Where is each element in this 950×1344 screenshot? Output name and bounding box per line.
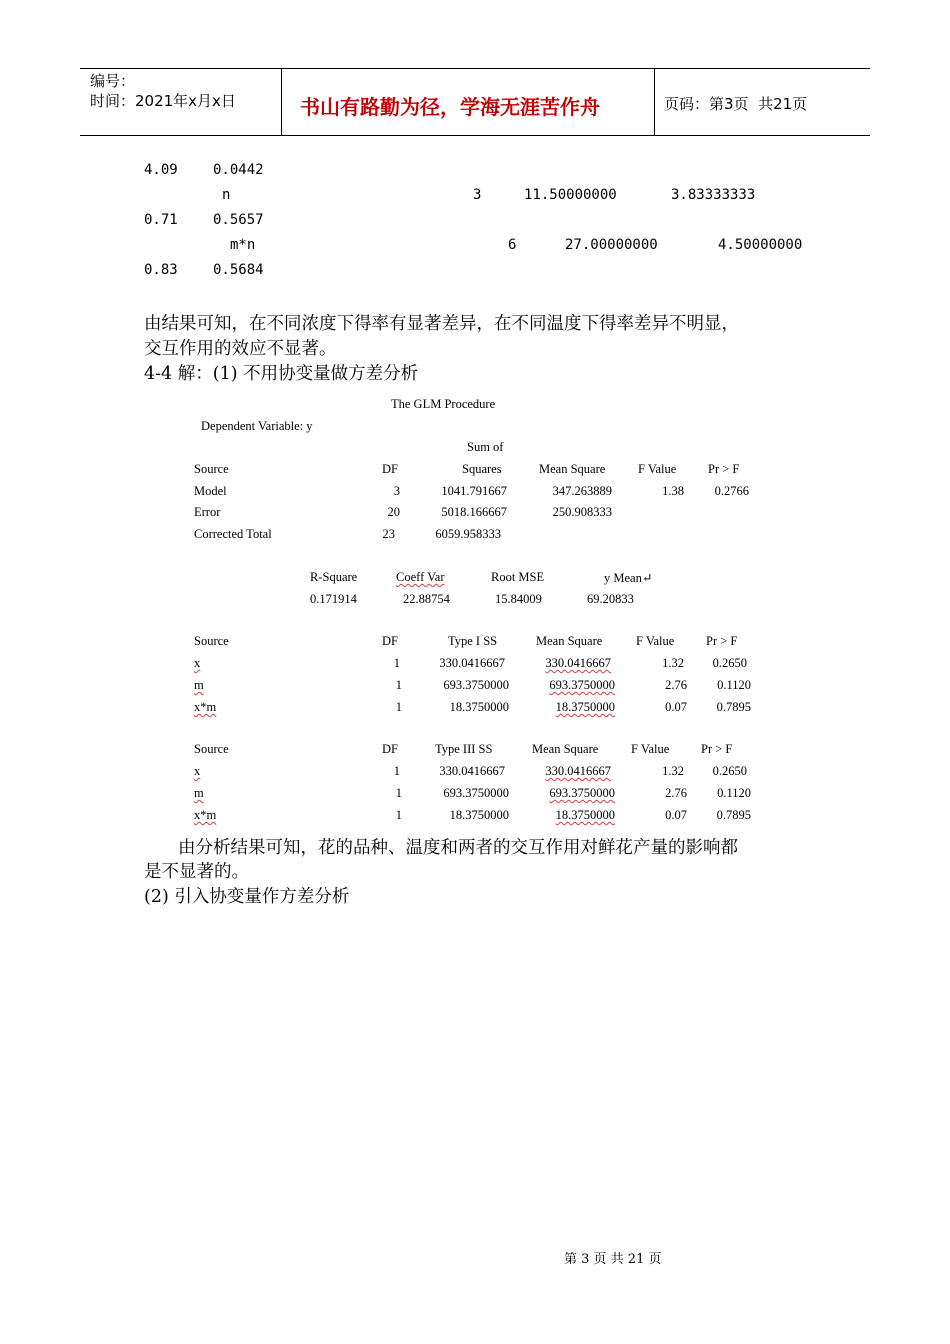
fit-value-mean: 69.20833 — [587, 592, 634, 606]
cell-p: 0.7895 — [716, 700, 751, 714]
cell-source: x — [194, 656, 201, 670]
cell-source: Model — [194, 484, 227, 498]
fit-header-rsq: R-Square — [310, 570, 358, 584]
col-header-p: Pr > F — [706, 634, 738, 648]
cell-ss: 18.3750000 — [449, 700, 509, 714]
cell-ss: 18.3750000 — [449, 808, 509, 822]
fit-header-cv: Coeff Var — [396, 570, 445, 584]
cell-source: x*m — [194, 808, 217, 822]
col-header-df: DF — [382, 634, 398, 648]
conclusion-2-line-2: 是不显著的。 — [144, 862, 249, 882]
fit-value-cv: 22.88754 — [403, 592, 450, 606]
header-bottom-rule — [80, 135, 870, 136]
cell-f: 0.07 — [665, 808, 687, 822]
sas-ms: 4.50000000 — [718, 237, 803, 253]
sas-ms: 3.83333333 — [671, 187, 756, 203]
sas-value: 4.09 — [144, 162, 178, 178]
header-motto: 书山有路勤为径，学海无涯苦作舟 — [300, 95, 600, 119]
cell-df: 1 — [393, 656, 400, 670]
cell-source: x — [194, 764, 201, 778]
sas-value: 0.83 — [144, 262, 178, 278]
cell-p: 0.2766 — [714, 484, 749, 498]
glm-dependent-variable: Dependent Variable: y — [201, 419, 313, 433]
col-header-source: Source — [194, 634, 229, 648]
cell-ms: 347.263889 — [552, 484, 612, 498]
col-header-ss: Squares — [462, 462, 502, 476]
cell-source: Error — [194, 505, 221, 519]
cell-source: m — [194, 786, 204, 800]
cell-ms: 250.908333 — [552, 505, 612, 519]
cell-ss: 330.0416667 — [439, 764, 505, 778]
cell-p: 0.1120 — [717, 786, 751, 800]
col-header-f: F Value — [631, 742, 670, 756]
cell-df: 1 — [395, 786, 402, 800]
conclusion-2-line-1: 由分析结果可知，花的品种、温度和两者的交互作用对鲜花产量的影响都 — [178, 838, 738, 858]
sas-ss: 11.50000000 — [524, 187, 617, 203]
cell-ss: 693.3750000 — [443, 786, 509, 800]
cell-source: m — [194, 678, 204, 692]
cell-p: 0.7895 — [716, 808, 751, 822]
fit-value-rmse: 15.84009 — [495, 592, 542, 606]
cell-ss: 693.3750000 — [443, 678, 509, 692]
sas-df: 6 — [508, 237, 517, 253]
sas-ss: 27.00000000 — [565, 237, 658, 253]
sas-value: 0.5657 — [213, 212, 264, 228]
fit-value-rsq: 0.171914 — [310, 592, 357, 606]
cell-df: 3 — [393, 484, 400, 498]
sas-value: 0.5684 — [213, 262, 264, 278]
header-top-rule — [80, 68, 870, 69]
col-header-ms: Mean Square — [539, 462, 606, 476]
cell-f: 1.32 — [662, 656, 684, 670]
cell-ms: 693.3750000 — [549, 786, 615, 800]
col-header-ss: Type I SS — [448, 634, 498, 648]
section-heading-4-4: 4-4 解：(1) 不用协变量做方差分析 — [144, 364, 419, 384]
cell-ss: 5018.166667 — [441, 505, 507, 519]
cell-ms: 18.3750000 — [555, 700, 615, 714]
header-divider-left — [281, 68, 282, 136]
cell-source: Corrected Total — [194, 527, 272, 541]
conclusion-1-line-1: 由结果可知，在不同浓度下得率有显著差异，在不同温度下得率差异不明显， — [144, 314, 739, 334]
col-header-ss: Type III SS — [435, 742, 493, 756]
glm-title: The GLM Procedure — [391, 397, 496, 411]
section-heading-2: (2) 引入协变量作方差分析 — [144, 887, 350, 907]
sas-value: 0.0442 — [213, 162, 264, 178]
cell-ss: 6059.958333 — [435, 527, 501, 541]
col-header-ms: Mean Square — [532, 742, 599, 756]
sas-source: m*n — [230, 237, 256, 253]
fit-header-rmse: Root MSE — [491, 570, 545, 584]
cell-df: 1 — [393, 764, 400, 778]
sas-value: 0.71 — [144, 212, 178, 228]
header-page-info: 页码：第3页 共21页 — [664, 95, 808, 113]
col-header-df: DF — [382, 742, 398, 756]
cell-p: 0.2650 — [712, 764, 747, 778]
cell-ms: 693.3750000 — [549, 678, 615, 692]
sas-df: 3 — [473, 187, 482, 203]
conclusion-1-line-2: 交互作用的效应不显著。 — [144, 339, 337, 359]
col-header-ss-top: Sum of — [467, 440, 504, 454]
col-header-source: Source — [194, 462, 229, 476]
sas-source: n — [222, 187, 231, 203]
cell-p: 0.2650 — [712, 656, 747, 670]
cell-f: 1.32 — [662, 764, 684, 778]
col-header-p: Pr > F — [701, 742, 733, 756]
cell-ms: 18.3750000 — [555, 808, 615, 822]
cell-f: 0.07 — [665, 700, 687, 714]
col-header-source: Source — [194, 742, 229, 756]
header-divider-right — [654, 68, 655, 136]
cell-ss: 330.0416667 — [439, 656, 505, 670]
header-number-label: 编号： — [90, 72, 136, 90]
cell-p: 0.1120 — [717, 678, 751, 692]
col-header-f: F Value — [636, 634, 675, 648]
cell-ms: 330.0416667 — [545, 764, 611, 778]
cell-f: 2.76 — [665, 678, 687, 692]
col-header-f: F Value — [638, 462, 677, 476]
cell-f: 2.76 — [665, 786, 687, 800]
cell-ss: 1041.791667 — [441, 484, 507, 498]
cell-source: x*m — [194, 700, 217, 714]
cell-ms: 330.0416667 — [545, 656, 611, 670]
col-header-df: DF — [382, 462, 398, 476]
cell-df: 1 — [395, 700, 402, 714]
cell-df: 20 — [387, 505, 400, 519]
cell-f: 1.38 — [662, 484, 684, 498]
cell-df: 1 — [395, 808, 402, 822]
col-header-p: Pr > F — [708, 462, 740, 476]
cell-df: 1 — [395, 678, 402, 692]
col-header-ms: Mean Square — [536, 634, 603, 648]
cell-df: 23 — [382, 527, 395, 541]
fit-header-mean: y Mean↵ — [604, 571, 653, 585]
page-footer: 第 3 页 共 21 页 — [564, 1252, 662, 1267]
header-time-label: 时间：2021年x月x日 — [90, 92, 236, 110]
